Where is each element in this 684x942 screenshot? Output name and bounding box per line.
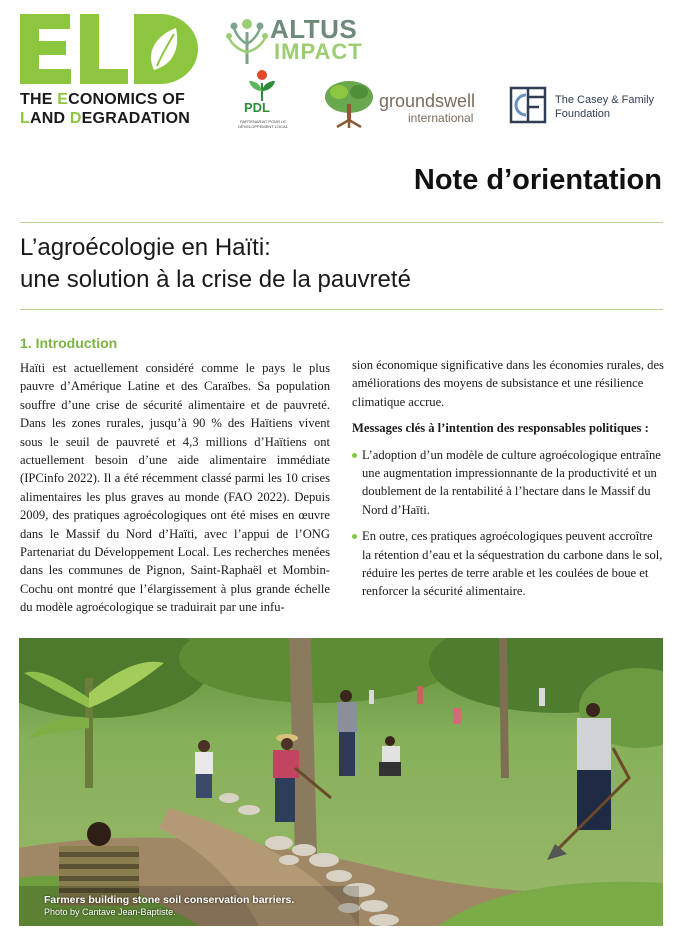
divider-top	[20, 222, 663, 223]
pdl-logo-name: PDL	[244, 100, 270, 115]
key-message-item: L’adoption d’un modèle de culture agroécologique entraîne une augmentation impressionnante de la productivité et un doublement de la rentabilité à l’hectare dans le Massif du Nord d’Haïti.	[352, 446, 664, 520]
document-type-heading: Note d’orientation	[413, 164, 662, 196]
groundswell-logo-name: groundswell	[379, 91, 476, 111]
left-column	[20, 359, 330, 617]
altus-impact-logo-icon	[226, 14, 268, 64]
key-messages-heading: Messages clés à l’intention des responsables politiques :	[352, 421, 649, 436]
casey-logo-line2: Foundation	[555, 108, 611, 120]
divider-bottom	[20, 309, 663, 310]
altus-logo-sub: IMPACT	[274, 39, 363, 64]
photo-caption: Farmers building stone soil conservation barriers.	[44, 894, 295, 906]
eld-logo-mark	[20, 14, 198, 84]
section-heading: 1. Introduction	[20, 335, 118, 351]
right-column	[352, 356, 664, 609]
casey-logo-line1: The Casey & Family	[555, 94, 655, 106]
groundswell-logo-sub: international	[408, 111, 474, 125]
altus-logo-name: ALTUS	[270, 14, 358, 44]
eld-logo-line1: THE ECONOMICS OF	[20, 91, 185, 108]
pdl-logo-icon	[247, 69, 277, 101]
casey-foundation-logo-icon	[508, 85, 548, 125]
photo-credit: Photo by Cantave Jean-Baptiste.	[44, 907, 176, 917]
intro-paragraph-continuation: sion économique significative dans les économies rurales, des améliorations des moyens de subsistance et une résilience climatique accrue.	[352, 358, 664, 409]
farmers-photo	[19, 638, 663, 926]
eld-logo-line2: LAND DEGRADATION	[20, 110, 191, 127]
page-title-line1: L’agroécologie en Haïti:	[20, 234, 271, 261]
key-message-item: En outre, ces pratiques agroécologiques peuvent accroître la rétention d’eau et la séquestration du carbone dans le sol, réduire les pertes de terre arable et les coulées de boue et renforcer la sécurité alimentaire.	[352, 527, 664, 601]
page-title-line2: une solution à la crise de la pauvreté	[20, 266, 411, 293]
intro-paragraph: Haïti est actuellement considéré comme le pays le plus pauvre d’Amérique Latine et des Caraïbes. Sa population souffre d’une crise de sécurité alimentaire et de pauvreté. Dans les zones rurales, jusqu’à 90 % des Haïtiens vivent sous le seuil de pauvreté et 4,3 millions d’Haïtiens ont actuellement besoin d’une aide alimentaire immédiate (IPCinfo 2022). Il a été récemment classé parmi les 10 crises alimentaires les plus graves au monde (FAO 2022). Depuis 2009, des pratiques agroécologiques ont été mises en œuvre dans le Massif du Nord d’Haïti, avec l’appui de l’ONG Partenariat du Développement Local. Les recherches menées dans les communes de Pignon, Saint-Raphaël et Mombin-Cochu ont montré que l’élargissement à plus grande échelle du modèle agroécologique se traduirait par une infu-	[20, 361, 330, 615]
pdl-logo-sub: PARTENARIAT POUR LE DÉVELOPPEMENT LOCAL	[238, 119, 288, 129]
groundswell-tree-icon	[323, 80, 375, 128]
key-messages-list	[352, 446, 664, 601]
